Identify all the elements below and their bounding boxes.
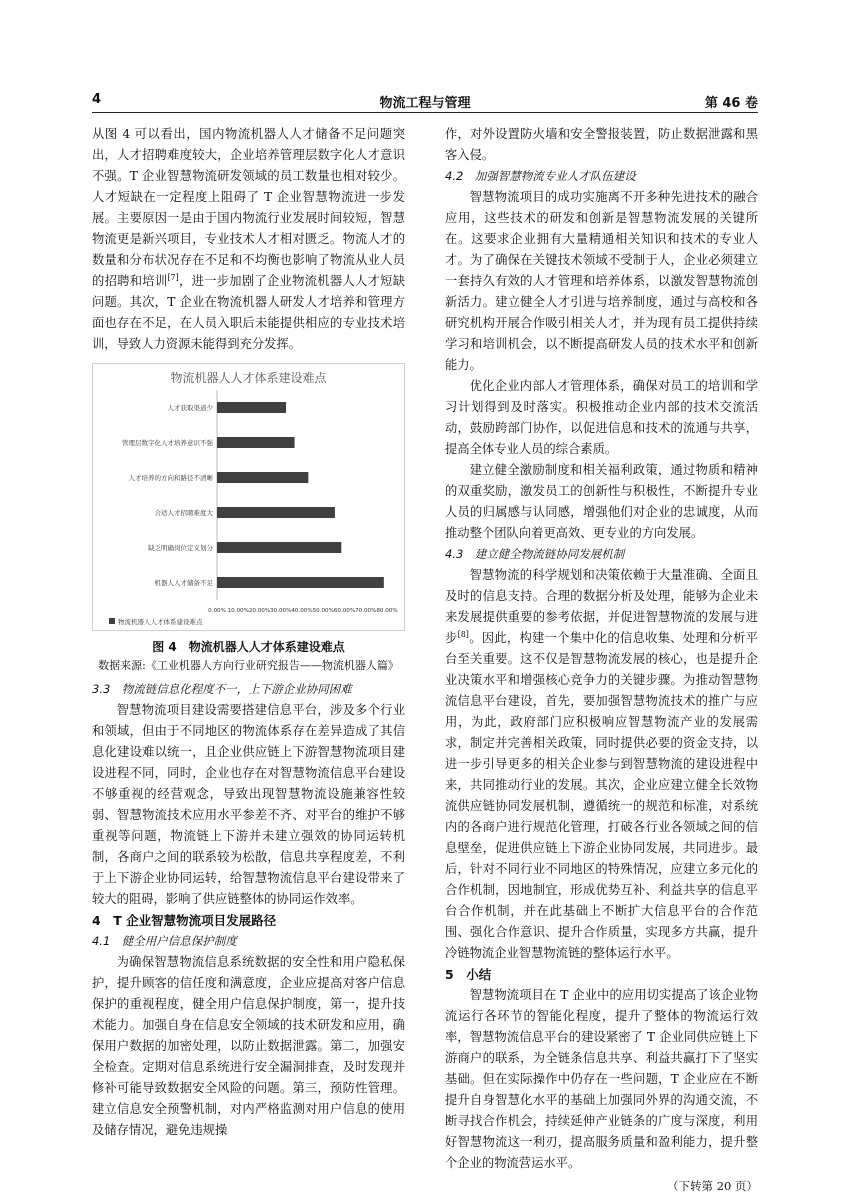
bar xyxy=(217,507,335,518)
bar xyxy=(217,472,308,483)
category-label: 合适人才招聘难度大 xyxy=(154,509,213,517)
bar xyxy=(217,542,341,553)
continued-note: （下转第 20 页） xyxy=(667,1179,758,1193)
category-label: 管理层数字化人才培养意识不强 xyxy=(122,439,213,447)
citation: [7] xyxy=(167,272,179,282)
category-label: 人才获取渠道少 xyxy=(167,404,213,412)
legend-swatch xyxy=(109,618,115,624)
bar-chart xyxy=(93,364,404,630)
section-heading-4-2: 4.2 加强智慧物流专业人才队伍建设 xyxy=(445,169,636,183)
x-tick-label: 30.00% xyxy=(270,608,292,614)
section-heading-4-3: 4.3 建立健全物流链协同发展机制 xyxy=(445,547,625,561)
paragraph: 为确保智慧物流信息系统数据的安全性和用户隐私保护，提升顾客的信任度和满意度，企业应提高对客户信息保护的重视程度，健全用户信息保护制度，第一，提升技术能力。加强自身在信息安全领域的技术研发和应用，确保用户数据的加密处理，以防止数据泄露。第二，加强安全检查。定期对信息系统进行安全漏洞排查，及时发现并修补可能导致数据安全风险的问题。第三，预防性管理。建立信息安全预警机制，对内严格监测对用户信息的使用及储存情况，避免违规操 xyxy=(92,955,405,1137)
volume-label: 第 46 卷 xyxy=(704,96,758,111)
category-label: 缺乏明确岗位定义划分 xyxy=(148,544,213,552)
legend-label: 物流机器人人才体系建设难点 xyxy=(118,618,203,626)
page-header xyxy=(92,92,758,110)
bar xyxy=(217,577,384,588)
chart-title: 物流机器人人才体系建设难点 xyxy=(170,371,327,385)
paragraph: 智慧物流项目在 T 企业中的应用切实提高了该企业物流运行各环节的智能化程度，提升了整体的物流运行效率，智慧物流信息平台的建设紧密了 T 企业同供应链上下游商户的联系，为全链条信息共享、利益共赢打下了坚实基础。但在实际操作中仍存在一些问题，T 企业应在不断提升自身智慧化水平的基础上加强同外界的沟通交流，不断寻找合作机会，持续延伸产业链条的广度与深度，利用好智慧物流这一利刃，提高服务质量和盈利能力，提升整个企业的物流营运水平。 xyxy=(445,988,758,1170)
paragraph: 作，对外设置防火墙和安全警报装置，防止数据泄露和黑客入侵。 xyxy=(445,127,758,162)
category-label: 机器人人才储备不足 xyxy=(154,579,213,587)
figure-caption: 图 4 物流机器人人才体系建设难点 xyxy=(152,640,345,654)
section-heading-4-1: 4.1 健全用户信息保护制度 xyxy=(92,934,237,948)
x-tick-label: 60.00% xyxy=(333,608,356,614)
x-tick-label: 50.00% xyxy=(312,608,334,614)
x-tick-label: 40.00% xyxy=(291,608,313,614)
bar xyxy=(217,402,286,413)
citation: [8] xyxy=(457,629,469,639)
section-heading-5: 5 小结 xyxy=(445,967,492,982)
header-rule xyxy=(92,112,758,113)
page-number: 4 xyxy=(92,92,102,107)
paragraph: 优化企业内部人才管理体系，确保对员工的培训和学习计划得到及时落实。积极推动企业内部的技术交流活动，鼓励跨部门协作，以促进信息和技术的流通与共享，提高全体专业人员的综合素质。 xyxy=(445,379,758,456)
paragraph: 智慧物流的科学规划和决策依赖于大量准确、全面且及时的信息支持。合理的数据分析及处理，能够为企业未来发展提供重要的参考依据，并促进智慧物流的发展与进步[8]。因此，构建一个集中化的信息收集、处理和分析平台至关重要。这不仅是智慧物流发展的核心，也是提升企业决策水平和增强核心竞争力的关键步骤。为推动智慧物流信息平台建设，首先，要加强智慧物流技术的推广与应用，为此，政府部门应积极响应智慧物流产业的发展需求，制定并完善相关政策，同时提供必要的资金支持，以进一步引导更多的相关企业参与到智慧物流的建设进程中来，共同推动行业的发展。其次，企业应建立健全长效物流供应链协同发展机制，遵循统一的规范和标准，对系统内的各商户进行规范化管理，打破各行业各领域之间的信息壁垒，促进供应链上下游企业协同发展，共同进步。最后，针对不同行业不同地区的特殊情况，应建立多元化的合作机制，因地制宜，形成优势互补、利益共享的信息平台合作机制，并在此基础上不断扩大信息平台的合作范围、强化合作意识、提升合作质量，实现多方共赢，提升冷链物流企业智慧物流链的整体运行水平。 xyxy=(445,568,758,960)
x-tick-label: 80.00% xyxy=(376,608,398,614)
figure-source: 数据来源:《工业机器人方向行业研究报告——物流机器人篇》 xyxy=(98,659,399,672)
paragraph: 智慧物流项目建设需要搭建信息平台，涉及多个行业和领域，但由于不同地区的物流体系存在差异造成了其信息化建设难以统一，且企业供应链上下游智慧物流项目建设进程不同，同时，企业也存在对智慧物流信息平台建设不够重视的经营观念，导致出现智慧物流设施兼容性较弱、智慧物流技术应用水平参差不齐、对平台的维护不够重视等问题，物流链上下游并未建立强效的协同运转机制，各商户之间的联系较为松散，信息共享程度差，不利于上下游企业协同运转，给智慧物流信息平台建设带来了较大的阻碍，影响了供应链整体的协同运作效率。 xyxy=(92,703,405,906)
right-column xyxy=(445,124,758,1197)
paragraph: 建立健全激励制度和相关福利政策，通过物质和精神的双重奖励，激发员工的创新性与积极性，不断提升专业人员的归属感与认同感，增强他们对企业的忠诚度，从而推动整个团队向着更高效、更专业的方向发展。 xyxy=(445,463,758,540)
journal-title: 物流工程与管理 xyxy=(379,96,471,111)
left-column xyxy=(92,124,405,1141)
section-heading-4: 4 T 企业智慧物流项目发展路径 xyxy=(92,913,277,928)
paragraph: 智慧物流项目的成功实施离不开多种先进技术的融合应用，这些技术的研发和创新是智慧物流发展的关键所在。这要求企业拥有大量精通相关知识和技术的专业人才。为了确保在关键技术领域不受制于人，企业必须建立一套持久有效的人才管理和培养体系，以激发智慧物流创新活力。建立健全人才引进与培养制度，通过与高校和各研究机构开展合作吸引相关人才，并为现有员工提供持续学习和培训机会，以不断提高研发人员的技术水平和创新能力。 xyxy=(445,190,758,372)
x-tick-label: 20.00% xyxy=(248,608,271,614)
section-heading-3-3: 3.3 物流链信息化程度不一，上下游企业协同困难 xyxy=(92,682,352,696)
x-tick-label: 0.00% xyxy=(208,608,226,614)
x-tick-label: 10.00% xyxy=(227,608,249,614)
bar xyxy=(217,437,295,448)
figure-4-chart xyxy=(92,363,405,631)
x-tick-label: 70.00% xyxy=(355,608,377,614)
paragraph: 从图 4 可以看出，国内物流机器人人才储备不足问题突出，人才招聘难度较大，企业培养管理层数字化人才意识不强。T 企业智慧物流研发领域的员工数量也相对较少。人才短缺在一定程度上阻碍了 T 企业智慧物流进一步发展。主要原因一是由于国内物流行业发展时间较短，智慧物流更是新兴项目，专业技术人才相对匮乏。物流人才的数量和分布状况存在不足和不均衡也影响了物流从业人员的招聘和培训[7]，进一步加剧了企业物流机器人人才短缺问题。其次，T 企业在物流机器人研发人才培养和管理方面也存在不足，在人员入职后未能提供相应的专业技术培训，导致人力资源未能得到充分发挥。 xyxy=(92,127,405,351)
category-label: 人才培养的方向和路径不清晰 xyxy=(128,474,213,482)
